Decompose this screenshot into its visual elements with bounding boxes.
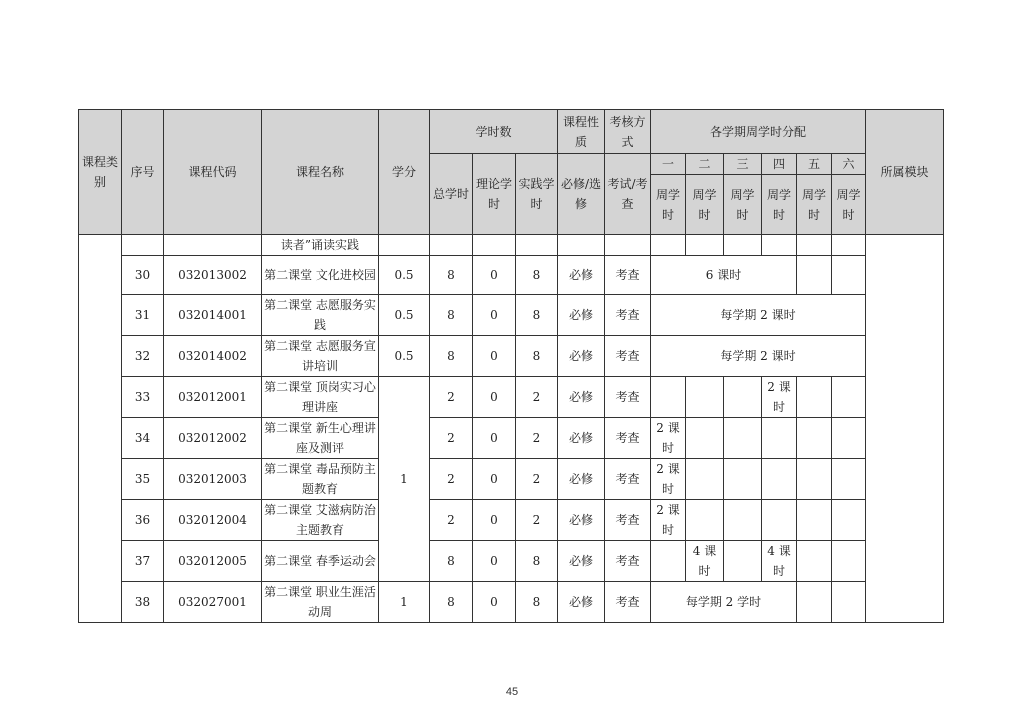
seq-cell: 35 [122, 459, 164, 500]
header-nature-sub: 必修/选修 [558, 154, 605, 235]
header-assess: 考核方式 [605, 110, 651, 154]
assess-cell: 考查 [605, 336, 651, 377]
practice-cell: 8 [516, 336, 558, 377]
theory-cell: 0 [473, 582, 516, 623]
table-row [79, 256, 944, 295]
header-category: 课程类别 [79, 110, 122, 235]
code-cell: 032012004 [164, 500, 262, 541]
semester-note: 6 课时 [651, 256, 797, 295]
nature-cell: 必修 [558, 418, 605, 459]
code-cell: 032014002 [164, 336, 262, 377]
header-nature: 课程性质 [558, 110, 605, 154]
assess-cell: 考查 [605, 295, 651, 336]
semester-note: 每学期 2 学时 [651, 582, 797, 623]
category-cell [79, 235, 122, 623]
semester-note: 每学期 2 课时 [651, 336, 866, 377]
nature-cell: 必修 [558, 500, 605, 541]
table-row [79, 377, 944, 418]
semester-4-cell: 4 课时 [762, 541, 797, 582]
credit-cell: 0.5 [379, 336, 430, 377]
seq-cell: 30 [122, 256, 164, 295]
course-name: 第二课堂 文化进校园 [262, 256, 379, 295]
header-week-hours-1: 周学时 [651, 175, 686, 235]
total-cell: 8 [430, 336, 473, 377]
header-semester-group: 各学期周学时分配 [651, 110, 866, 154]
table-row [79, 500, 944, 541]
seq-cell: 34 [122, 418, 164, 459]
course-name: 第二课堂 新生心理讲座及测评 [262, 418, 379, 459]
semester-note: 每学期 2 课时 [651, 295, 866, 336]
header-week-hours-3: 周学时 [724, 175, 762, 235]
header-theory: 理论学时 [473, 154, 516, 235]
practice-cell: 2 [516, 500, 558, 541]
header-week-hours-5: 周学时 [797, 175, 832, 235]
practice-cell: 8 [516, 541, 558, 582]
course-name: 读者”诵读实践 [262, 235, 379, 256]
total-cell: 2 [430, 418, 473, 459]
header-code: 课程代码 [164, 110, 262, 235]
credit-cell: 1 [379, 582, 430, 623]
header-assess-sub: 考试/考查 [605, 154, 651, 235]
nature-cell: 必修 [558, 582, 605, 623]
assess-cell: 考查 [605, 541, 651, 582]
seq-cell: 36 [122, 500, 164, 541]
seq-cell: 38 [122, 582, 164, 623]
semester-1-cell: 2 课时 [651, 459, 686, 500]
assess-cell: 考查 [605, 500, 651, 541]
seq-cell: 31 [122, 295, 164, 336]
assess-cell: 考查 [605, 256, 651, 295]
assess-cell: 考查 [605, 418, 651, 459]
header-week-hours-2: 周学时 [686, 175, 724, 235]
total-cell: 8 [430, 582, 473, 623]
table-row [79, 235, 944, 256]
practice-cell: 8 [516, 295, 558, 336]
course-name: 第二课堂 志愿服务宣讲培训 [262, 336, 379, 377]
theory-cell: 0 [473, 377, 516, 418]
header-practice: 实践学时 [516, 154, 558, 235]
table-row [79, 295, 944, 336]
code-cell: 032012005 [164, 541, 262, 582]
course-name: 第二课堂 春季运动会 [262, 541, 379, 582]
assess-cell: 考查 [605, 459, 651, 500]
total-cell: 8 [430, 256, 473, 295]
course-name: 第二课堂 志愿服务实践 [262, 295, 379, 336]
code-cell: 032027001 [164, 582, 262, 623]
theory-cell: 0 [473, 459, 516, 500]
seq-cell: 37 [122, 541, 164, 582]
header-semester-5: 五 [797, 154, 832, 175]
header-semester-4: 四 [762, 154, 797, 175]
credit-cell: 0.5 [379, 256, 430, 295]
page-number: 45 [505, 686, 519, 698]
theory-cell: 0 [473, 336, 516, 377]
assess-cell: 考查 [605, 582, 651, 623]
nature-cell: 必修 [558, 459, 605, 500]
table-row [79, 582, 944, 623]
semester-2-cell: 4 课时 [686, 541, 724, 582]
header-week-hours-4: 周学时 [762, 175, 797, 235]
header-week-hours-6: 周学时 [832, 175, 866, 235]
nature-cell: 必修 [558, 336, 605, 377]
nature-cell: 必修 [558, 377, 605, 418]
practice-cell: 8 [516, 582, 558, 623]
practice-cell: 2 [516, 459, 558, 500]
practice-cell: 8 [516, 256, 558, 295]
header-seq: 序号 [122, 110, 164, 235]
table-row [79, 459, 944, 500]
total-cell: 2 [430, 377, 473, 418]
assess-cell: 考查 [605, 377, 651, 418]
course-name: 第二课堂 职业生涯活动周 [262, 582, 379, 623]
course-name: 第二课堂 艾滋病防治主题教育 [262, 500, 379, 541]
code-cell: 032013002 [164, 256, 262, 295]
seq-cell: 33 [122, 377, 164, 418]
code-cell: 032014001 [164, 295, 262, 336]
total-cell: 2 [430, 500, 473, 541]
credit-cell: 0.5 [379, 295, 430, 336]
total-cell: 8 [430, 295, 473, 336]
credit-cell: 1 [379, 377, 430, 582]
code-cell: 032012002 [164, 418, 262, 459]
module-cell [866, 235, 944, 623]
nature-cell: 必修 [558, 295, 605, 336]
total-cell: 2 [430, 459, 473, 500]
practice-cell: 2 [516, 377, 558, 418]
header-semester-6: 六 [832, 154, 866, 175]
course-name: 第二课堂 顶岗实习心理讲座 [262, 377, 379, 418]
semester-1-cell: 2 课时 [651, 418, 686, 459]
semester-4-cell: 2 课时 [762, 377, 797, 418]
header-semester-2: 二 [686, 154, 724, 175]
theory-cell: 0 [473, 418, 516, 459]
theory-cell: 0 [473, 541, 516, 582]
nature-cell: 必修 [558, 256, 605, 295]
header-total: 总学时 [430, 154, 473, 235]
theory-cell: 0 [473, 256, 516, 295]
header-credit: 学分 [379, 110, 430, 235]
header-hours-group: 学时数 [430, 110, 558, 154]
header-name: 课程名称 [262, 110, 379, 235]
code-cell: 032012001 [164, 377, 262, 418]
theory-cell: 0 [473, 295, 516, 336]
code-cell: 032012003 [164, 459, 262, 500]
total-cell: 8 [430, 541, 473, 582]
semester-1-cell: 2 课时 [651, 500, 686, 541]
course-name: 第二课堂 毒品预防主题教育 [262, 459, 379, 500]
table-row [79, 541, 944, 582]
header-semester-3: 三 [724, 154, 762, 175]
header-semester-1: 一 [651, 154, 686, 175]
header-module: 所属模块 [866, 110, 944, 235]
seq-cell: 32 [122, 336, 164, 377]
nature-cell: 必修 [558, 541, 605, 582]
course-table [78, 109, 944, 623]
table-row [79, 336, 944, 377]
practice-cell: 2 [516, 418, 558, 459]
table-row [79, 418, 944, 459]
theory-cell: 0 [473, 500, 516, 541]
